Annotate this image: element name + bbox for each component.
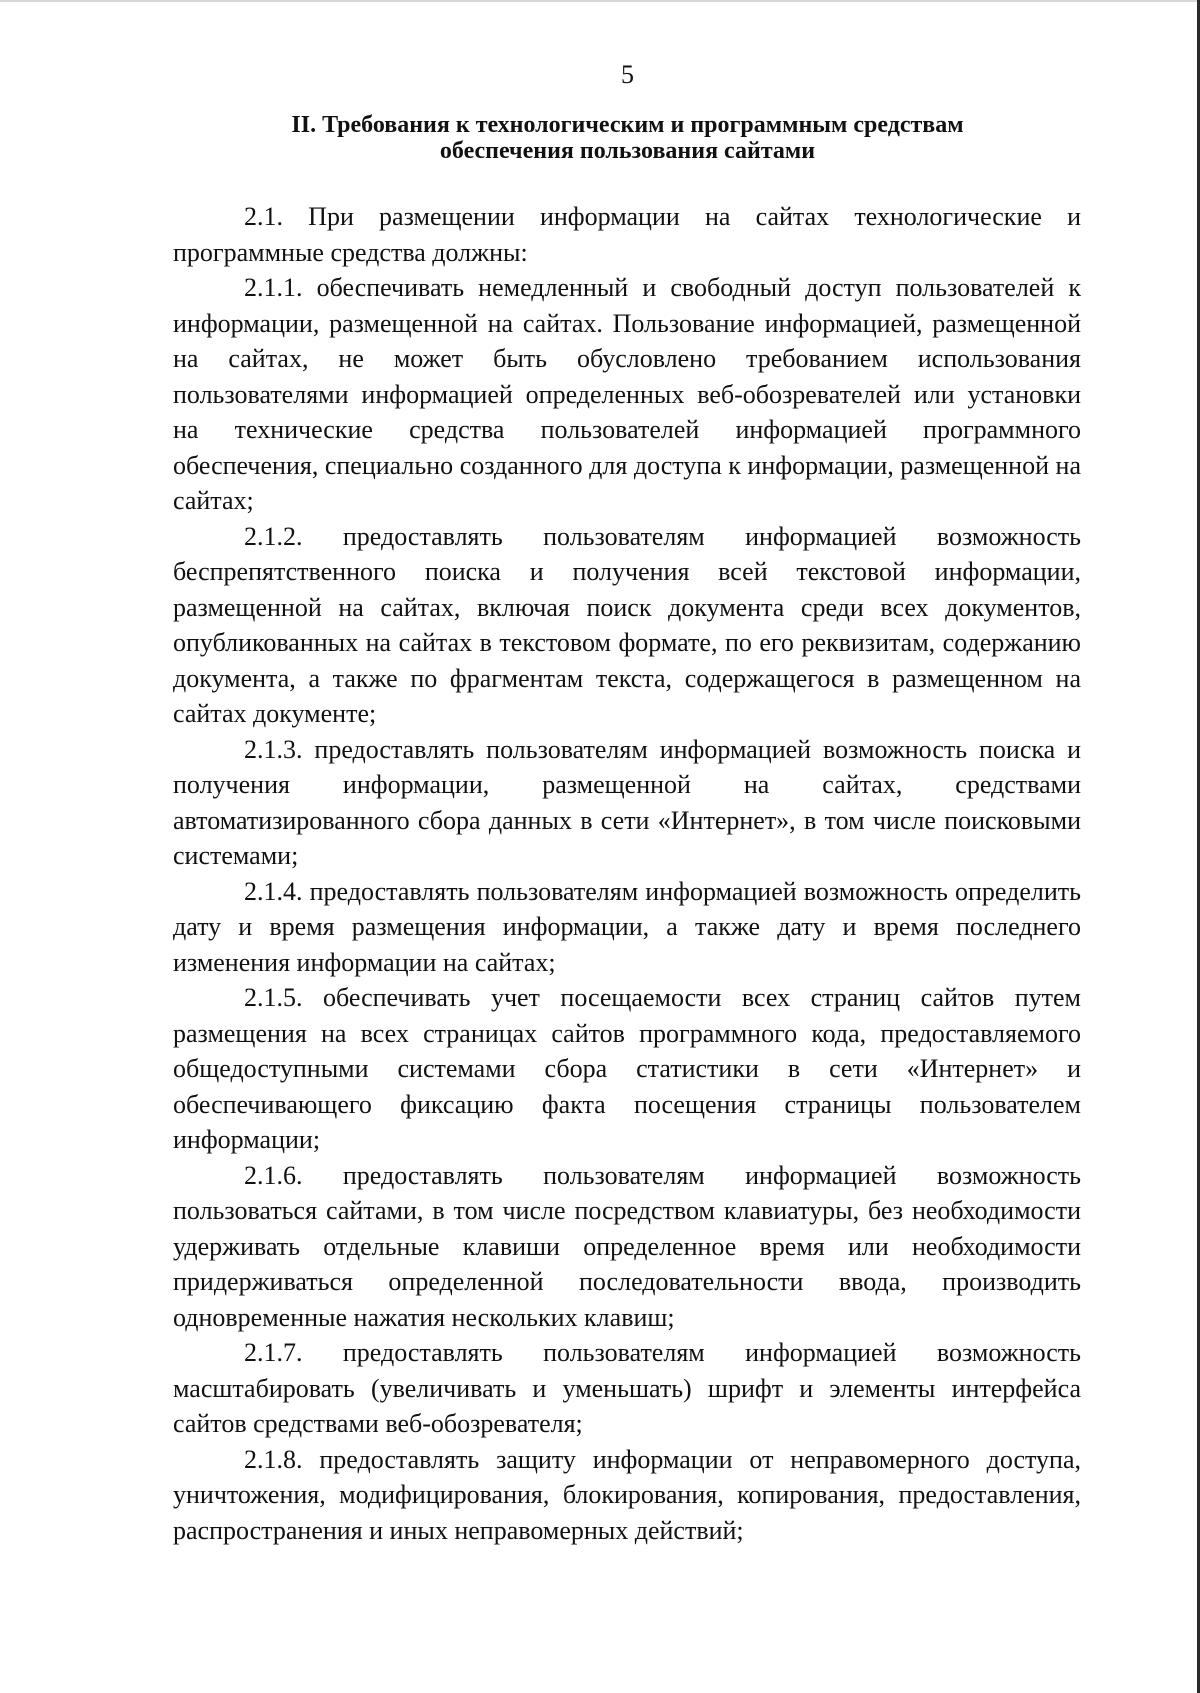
page-number: 5: [621, 60, 634, 89]
paragraph-2-1-4: 2.1.4. предоставлять пользователям информацией возможность определить дату и время размещения информации, а также дату и время последнего изменения информации на сайтах;: [173, 876, 1081, 977]
document-body: [173, 199, 1081, 1548]
paragraph-2-1-2: 2.1.2. предоставлять пользователям информацией возможность беспрепятственного поиска и получения всей текстовой информации, размещенной на сайтах, включая поиск документа среди всех документов, опубликованных на сайтах в текстовом формате, по его реквизитам, содержанию документа, а также по фрагментам текста, содержащегося в размещенном на сайтах документе;: [173, 521, 1081, 728]
paragraph-2-1-6: 2.1.6. предоставлять пользователям информацией возможность пользоваться сайтами, в том числе посредством клавиатуры, без необходимости удерживать отдельные клавиши определенное время или необходимости придерживаться определенной последовательности ввода, производить одновременные нажатия нескольких клавиш;: [173, 1160, 1081, 1332]
section-heading-line-1: II. Требования к технологическим и программным средствам: [291, 112, 964, 138]
scan-edge-top: [0, 0, 1200, 2]
paragraph-2-1-1: 2.1.1. обеспечивать немедленный и свободный доступ пользователей к информации, размещенной на сайтах. Пользование информацией, размещенной на сайтах, не может быть обусловлено требованием использования пользователями информацией определенных веб-обозревателей или установки на технические средства пользователей информацией программного обеспечения, специально созданного для доступа к информации, размещенной на сайтах;: [173, 273, 1081, 515]
paragraph-2-1-7: 2.1.7. предоставлять пользователям информацией возможность масштабировать (увеличивать и уменьшать) шрифт и элементы интерфейса сайтов средствами веб-обозревателя;: [173, 1338, 1081, 1438]
paragraph-2-1-3: 2.1.3. предоставлять пользователям информацией возможность поиска и получения информации, размещенной на сайтах, средствами автоматизированного сбора данных в сети «Интернет», в том числе поисковыми системами;: [173, 734, 1081, 870]
paragraph-2-1: 2.1. При размещении информации на сайтах технологические и программные средства должны:: [173, 202, 1081, 267]
section-heading-line-2: обеспечения пользования сайтами: [439, 138, 816, 164]
paragraph-2-1-8: 2.1.8. предоставлять защиту информации от неправомерного доступа, уничтожения, модифицирования, блокирования, копирования, предоставления, распространения и иных неправомерных действий;: [173, 1444, 1081, 1545]
paragraph-2-1-5: 2.1.5. обеспечивать учет посещаемости всех страниц сайтов путем размещения на всех страницах сайтов программного кода, предоставляемого общедоступными системами сбора статистики в сети «Интернет» и обеспечивающего фиксацию факта посещения страницы пользователем информации;: [173, 983, 1081, 1154]
section-heading: [0, 112, 1200, 164]
